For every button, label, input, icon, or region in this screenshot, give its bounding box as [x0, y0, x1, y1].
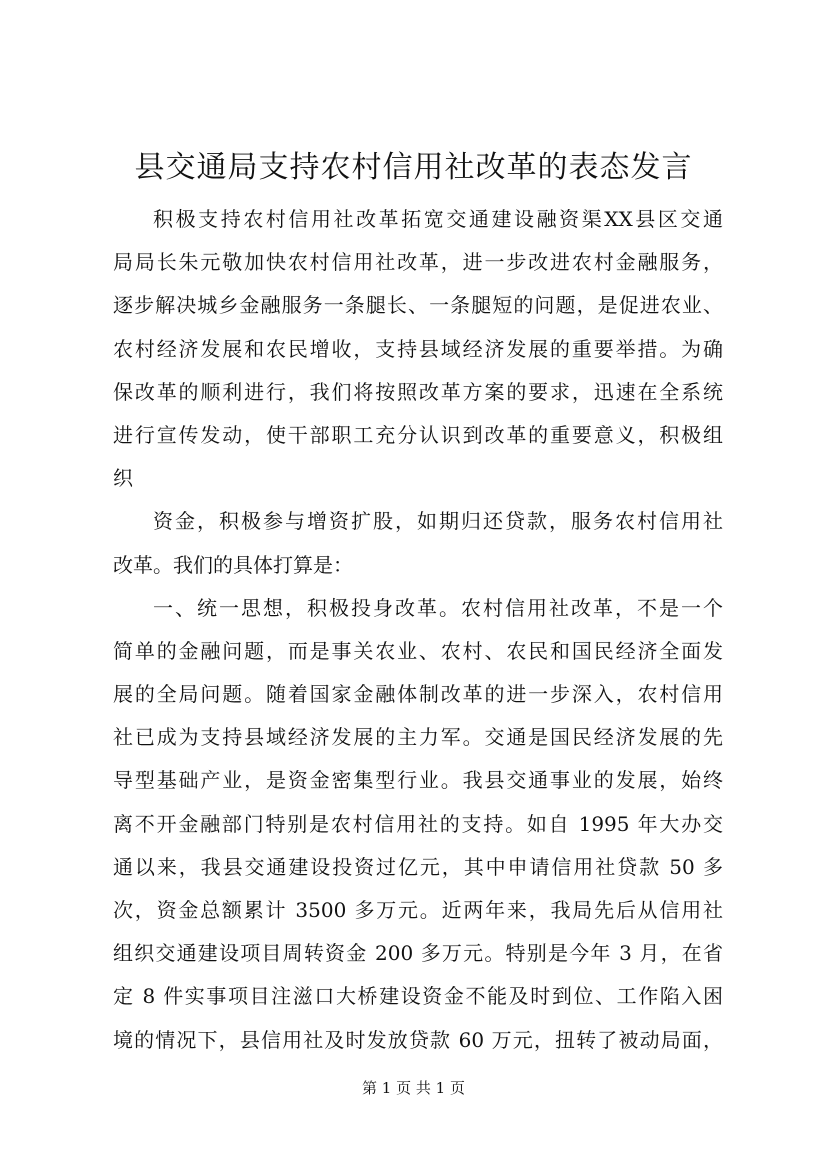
text-line: 逐步解决城乡金融服务一条腿长、一条腿短的问题，是促进农业、 [113, 293, 723, 318]
page-footer: 第 1 页 共 1 页 [362, 1079, 465, 1097]
text-line: 展的全局问题。随着国家金融体制改革的进一步深入，农村信用 [113, 682, 723, 707]
text-line: 导型基础产业，是资金密集型行业。我县交通事业的发展，始终 [113, 768, 723, 793]
text-line: 组织交通建设项目周转资金 200 多万元。特别是今年 3 月，在省 [113, 941, 723, 966]
text-line: 境的情况下，县信用社及时发放贷款 60 万元，扭转了被动局面， [113, 1027, 723, 1052]
text-line: 通以来，我县交通建设投资过亿元，其中申请信用社贷款 50 多 [113, 854, 723, 879]
text-line: 进行宣传发动，使干部职工充分认识到改革的重要意义，积极组 [113, 422, 723, 447]
text-line: 一、统一思想，积极投身改革。农村信用社改革，不是一个 [153, 595, 723, 620]
text-line: 农村经济发展和农民增收，支持县域经济发展的重要举措。为确 [113, 336, 723, 361]
text-line: 社已成为支持县域经济发展的主力军。交通是国民经济发展的先 [113, 725, 723, 750]
text-line: 离不开金融部门特别是农村信用社的支持。如自 1995 年大办交 [113, 811, 723, 836]
text-line: 局局长朱元敬加快农村信用社改革，进一步改进农村金融服务， [113, 250, 723, 275]
text-line: 定 8 件实事项目注滋口大桥建设资金不能及时到位、工作陷入困 [113, 984, 723, 1009]
document-body [113, 198, 723, 1062]
text-line: 简单的金融问题，而是事关农业、农村、农民和国民经济全面发 [113, 638, 723, 663]
text-line: 保改革的顺利进行，我们将按照改革方案的要求，迅速在全系统 [113, 379, 723, 404]
text-line: 积极支持农村信用社改革拓宽交通建设融资渠XX县区交通 [153, 207, 723, 231]
text-line: 改革。我们的具体打算是： [113, 552, 353, 577]
text-line: 资金，积极参与增资扩股，如期归还贷款，服务农村信用社 [153, 509, 723, 534]
text-line: 次，资金总额累计 3500 多万元。近两年来，我局先后从信用社 [113, 898, 723, 922]
text-line: 织 [113, 466, 133, 491]
document-title: 县交通局支持农村信用社改革的表态发言 [134, 150, 693, 185]
